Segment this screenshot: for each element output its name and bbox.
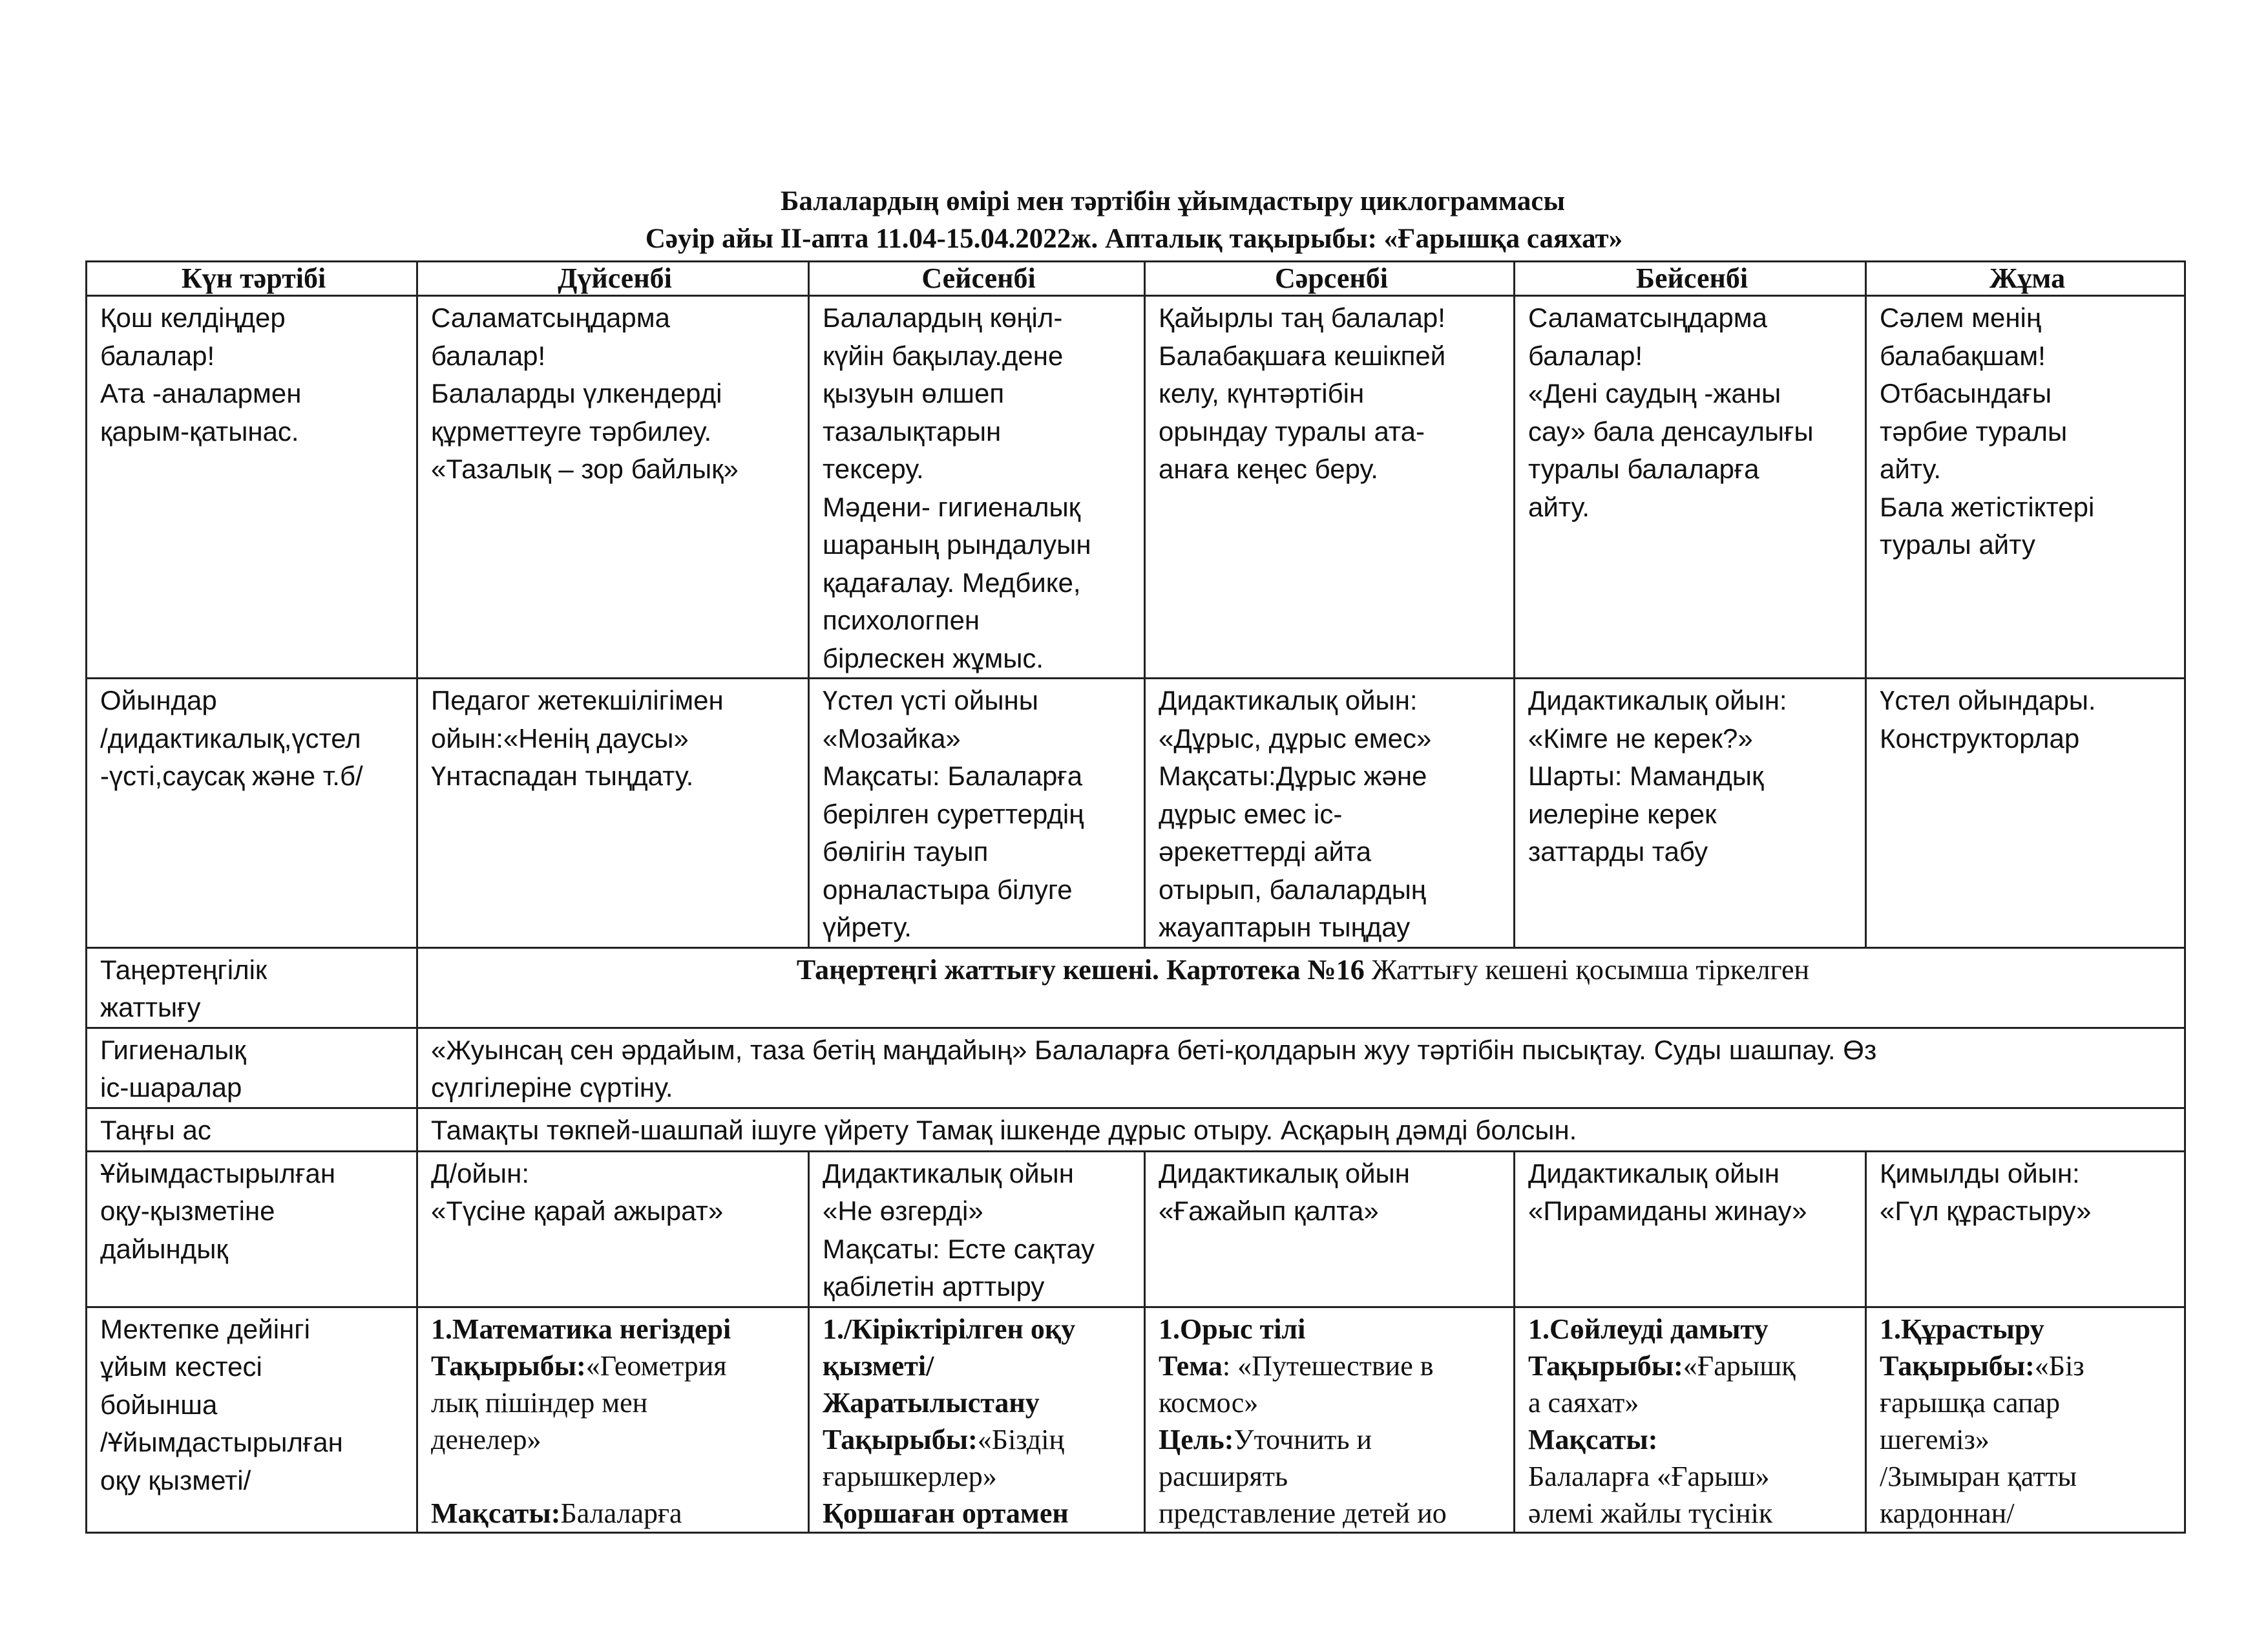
table-row <box>87 1307 2185 1532</box>
header-row <box>87 262 2185 296</box>
cell-wednesday: Дидактикалық ойын «Ғажайып қалта» <box>1159 1157 1410 1226</box>
cell-friday: Үстел ойындары. Конструкторлар <box>1880 685 2096 754</box>
table-row <box>87 679 2185 948</box>
cell-tuesday: Үстел үсті ойыны «Мозайка» Мақсаты: Балаларға берілген суреттердің бөлігін тауып орналастыра білуге үйрету. <box>823 685 1084 942</box>
cell-tuesday: Балалардың көңіл- күйін бақылау.дене қызуын өлшеп тазалықтарын тексеру. Мәдени- гигиеналық шараның рындалуын қадағалау. Медбике, психологпен бірлескен жұмыс. <box>823 302 1091 673</box>
row-label: Ойындар /дидактикалық,үстел -үсті,саусақ және т.б/ <box>100 685 363 791</box>
morning-exercise-text: Таңертеңгі жаттығу кешені. Картотека №16 Жаттығу кешені қосымша тіркелген <box>796 953 1810 986</box>
cell-tuesday: Дидактикалық ойын «Не өзгерді» Мақсаты: Есте сақтау қабілетін арттыру <box>823 1157 1095 1302</box>
table-row <box>87 1108 2185 1151</box>
cell-friday: Сәлем менің балабақшам! Отбасындағы тәрбие туралы айту. Бала жетістіктері туралы айту <box>1880 302 2095 560</box>
cell-wednesday: Дидактикалық ойын: «Дұрыс, дұрыс емес» Мақсаты:Дұрыс және дұрыс емес іс- әрекеттерді айта отырып, балалардың жауаптарын тыңдау <box>1159 685 1432 942</box>
cell-thursday: Дидактикалық ойын «Пирамиданы жинау» <box>1528 1157 1807 1226</box>
row-label: Қош келдіңдер балалар! Ата -аналармен қарым-қатынас. <box>100 302 302 447</box>
row-label: Таңғы ас <box>100 1114 211 1145</box>
row-label: Мектепке дейінгі ұйым кестесі бойынша /Ұйымдастырылған оқу қызметі/ <box>100 1313 343 1495</box>
cell-wednesday: Қайырлы таң балалар! Балабақшаға кешікпей келу, күнтәртібін орындау туралы ата- анаға кеңес беру. <box>1159 302 1446 484</box>
cell-monday: Педагог жетекшілігімен ойын:«Ненің даусы» Үнтаспадан тыңдату. <box>431 685 724 791</box>
title-line-2: Сәуір айы II-апта 11.04-15.04.2022ж. Апталық тақырыбы: «Ғарышқа саяхат» <box>645 224 1623 254</box>
cell-wednesday: 1.Орыс тілі Тема: «Путешествие в космос» Цель:Уточнить и расширять представление детей ио <box>1159 1313 1447 1529</box>
cell-thursday: Дидактикалық ойын: «Кімге не керек?» Шарты: Мамандық иелеріне керек заттарды табу <box>1528 685 1787 867</box>
document-title <box>0 183 2268 258</box>
hygiene-text: «Жуынсаң сен әрдайым, таза бетің маңдайың» Балаларға беті-қолдарын жуу тәртібін пысықтау. Суды шашпау. Өз сүлгілеріне сүртіну. <box>431 1034 1877 1103</box>
header-tuesday: Сейсенбі <box>809 262 1145 296</box>
table-row <box>87 947 2185 1028</box>
row-label: Таңертеңгілік жаттығу <box>100 954 268 1022</box>
header-friday: Жұма <box>1866 262 2185 296</box>
header-thursday: Бейсенбі <box>1515 262 1866 296</box>
cell-monday: Саламатсыңдарма балалар! Балаларды үлкендерді құрметтеуге тәрбилеу. «Тазалық – зор байлық» <box>431 302 739 484</box>
row-label: Гигиеналық іс-шаралар <box>100 1034 246 1103</box>
cell-monday: 1.Математика негіздері Тақырыбы:«Геометрия лық пішіндер мен денелер» Мақсаты:Балаларға <box>431 1313 731 1529</box>
cell-monday: Д/ойын: «Түсіне қарай ажырат» <box>431 1157 724 1226</box>
cell-friday: Қимылды ойын: «Гүл құрастыру» <box>1880 1157 2092 1226</box>
cell-friday: 1.Құрастыру Тақырыбы:«Біз ғарышқа сапар шегеміз» /Зымыран қатты кардоннан/ <box>1880 1313 2084 1529</box>
cell-thursday: 1.Сөйлеуді дамыту Тақырыбы:«Ғарышқ а саяхат» Мақсаты: Балаларға «Ғарыш» әлемі жайлы түсінік <box>1528 1313 1796 1529</box>
header-wednesday: Сәрсенбі <box>1145 262 1515 296</box>
row-label: Ұйымдастырылған оқу-қызметіне дайындық <box>100 1157 336 1264</box>
table-row <box>87 1151 2185 1307</box>
title-line-1: Балалардың өмірі мен тәртібін ұйымдастыру циклограммасы <box>780 186 1566 217</box>
header-monday: Дүйсенбі <box>417 262 809 296</box>
breakfast-text: Тамақты төкпей-шашпай ішуге үйрету Тамақ ішкенде дұрыс отыру. Асқарың дәмді болсын. <box>431 1114 1577 1145</box>
header-schedule: Күн тәртібі <box>87 262 417 296</box>
table-row <box>87 1028 2185 1108</box>
table-row <box>87 296 2185 679</box>
cell-tuesday: 1./Кіріктірілген оқу қызметі/ Жаратылыстану Тақырыбы:«Біздің ғарышкерлер» Қоршаған ортамен <box>823 1313 1076 1529</box>
cyclogram-table <box>85 260 2186 1534</box>
cell-thursday: Саламатсыңдарма балалар! «Дені саудың -жаны сау» бала денсаулығы туралы балаларға айту. <box>1528 302 1814 522</box>
